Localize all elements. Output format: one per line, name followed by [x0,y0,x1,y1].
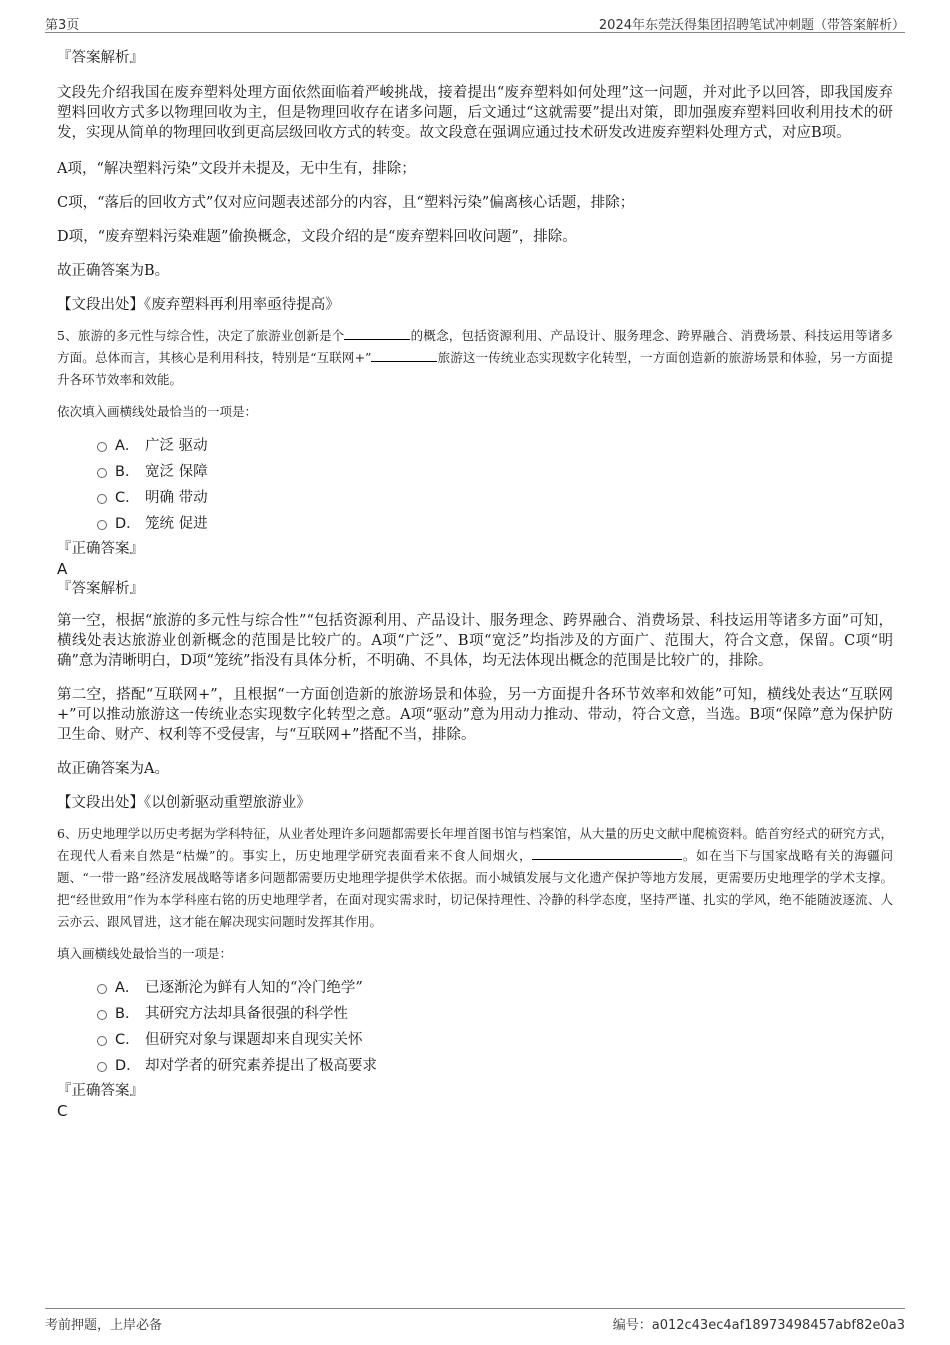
q4-source: 【文段出处】《废弃塑料再利用率亟待提高》 [57,297,340,313]
q6-options [57,975,893,1079]
q4-analysis-option-c: C项，“落后的回收方式”仅对应问题表述部分的内容，且“塑料污染”偏离核心话题，排除； [57,195,635,211]
radio-icon[interactable] [97,1010,107,1020]
q5-analysis-paragraph-2: 第二空，搭配“互联网+”，且根据“一方面创造新的旅游场景和体验，另一方面提升各环节效率和效能”可知，横线处表达“互联网+”可以推动旅游这一传统业态实现数字化转型之意。A项“驱动”意为用动力推动、带动，符合文意，当选。B项“保障”意为保护防卫生命、财产、权利等不受侵害，与“互联网+”搭配不当，排除。 [57,687,893,743]
radio-icon[interactable] [97,1036,107,1046]
q4-conclusion: 故正确答案为B。 [57,263,170,279]
q5-option-d[interactable]: D． 笼统 促进 [97,511,893,537]
q5-analysis-paragraph-1: 第一空，根据“旅游的多元性与综合性”“包括资源利用、产品设计、服务理念、跨界融合、消费场景、科技运用等诸多方面”可知，横线处表达旅游业创新概念的范围是比较广的。A项“广泛”、B项“宽泛”均指涉及的方面广、范围大，符合文意，保留。C项“明确”意为清晰明白，D项“笼统”指没有具体分析，不明确、不具体，均无法体现出概念的范围是比较广的，排除。 [57,613,893,669]
q5-option-a[interactable]: A． 广泛 驱动 [97,433,893,459]
q5-correct-label: 『正确答案』 [57,541,144,557]
q5-blank-1 [344,325,410,340]
q4-analysis-paragraph: 文段先介绍我国在废弃塑料处理方面依然面临着严峻挑战，接着提出“废弃塑料如何处理”这一问题，并对此予以回答，即我国废弃塑料回收方式多以物理回收为主，但是物理回收存在诸多问题，后文通过“这就需要”提出对策，即加强废弃塑料回收利用技术的研发，实现从简单的物理回收到更高层级回收方式的转变。故文段意在强调应通过技术研发改进废弃塑料处理方式，对应B项。 [57,85,893,141]
q5-stem: 5、旅游的多元性与综合性，决定了旅游业创新是个 的概念，包括资源利用、产品设计、服务理念、跨界融合、消费场景、科技运用等诸多方面。总体而言，其核心是利用科技，特别是“互联网+” 旅游这一传统业态实现数字化转型，一方面创造新的旅游场景和体验，另一方面提升各环节效率和效能。 [57,325,893,391]
q5-conclusion: 故正确答案为A。 [57,761,169,777]
q6-option-c[interactable]: C． 但研究对象与课题却来自现实关怀 [97,1027,893,1053]
page-header [45,12,905,33]
radio-icon[interactable] [97,468,107,478]
page-content [57,44,893,1121]
q6-correct-answer: C [57,1102,68,1120]
q5-blank-2 [371,347,437,362]
q6-prompt: 填入画横线处最恰当的一项是： [57,946,233,961]
q5-analysis-label: 『答案解析』 [57,581,144,597]
radio-icon[interactable] [97,520,107,530]
q4-analysis-label: 『答案解析』 [57,50,144,66]
q6-correct-label: 『正确答案』 [57,1083,144,1099]
q5-option-c[interactable]: C． 明确 带动 [97,485,893,511]
document-id: 编号：a012c43ec4af18973498457abf82e0a3 [612,1318,905,1333]
q6-blank [532,845,682,860]
q5-options [57,433,893,537]
radio-icon[interactable] [97,1062,107,1072]
q6-option-a[interactable]: A． 已逐渐沦为鲜有人知的“冷门绝学” [97,975,893,1001]
footer-slogan: 考前押题，上岸必备 [45,1318,163,1333]
radio-icon[interactable] [97,442,107,452]
q4-analysis-option-d: D项，“废弃塑料污染难题”偷换概念，文段介绍的是“废弃塑料回收问题”，排除。 [57,229,577,245]
q6-option-b[interactable]: B． 其研究方法却具备很强的科学性 [97,1001,893,1027]
q4-analysis-option-a: A项，“解决塑料污染”文段并未提及，无中生有，排除； [57,161,416,177]
q5-prompt: 依次填入画横线处最恰当的一项是： [57,404,258,419]
page-number: 第3页 [45,18,80,33]
q5-source: 【文段出处】《以创新驱动重塑旅游业》 [57,795,311,811]
radio-icon[interactable] [97,984,107,994]
q5-correct-answer: A [57,560,68,578]
radio-icon[interactable] [97,494,107,504]
page-footer [45,1308,905,1331]
document-title: 2024年东莞沃得集团招聘笔试冲刺题（带答案解析） [598,18,905,33]
q5-option-b[interactable]: B． 宽泛 保障 [97,459,893,485]
q6-stem: 6、历史地理学以历史考据为学科特征，从业者处理许多问题都需要长年埋首图书馆与档案馆，从大量的历史文献中爬梳资料。皓首穷经式的研究方式，在现代人看来自然是“枯燥”的。事实上，历史地理学研究表面看来不食人间烟火， 。如在当下与国家战略有关的海疆问题、“一带一路”经济发展战略等诸多问题都需要历史地理学提供学术依据。而小城镇发展与文化遗产保护等地方发展，更需要历史地理学的学术支撑。把“经世致用”作为本学科座右铭的历史地理学者，在面对现实需求时，切记保持理性、冷静的科学态度，坚持严谨、扎实的学风，绝不能随波逐流、人云亦云、跟风冒进，这才能在解决现实问题时发挥其作用。 [57,826,893,929]
q6-option-d[interactable]: D． 却对学者的研究素养提出了极高要求 [97,1053,893,1079]
